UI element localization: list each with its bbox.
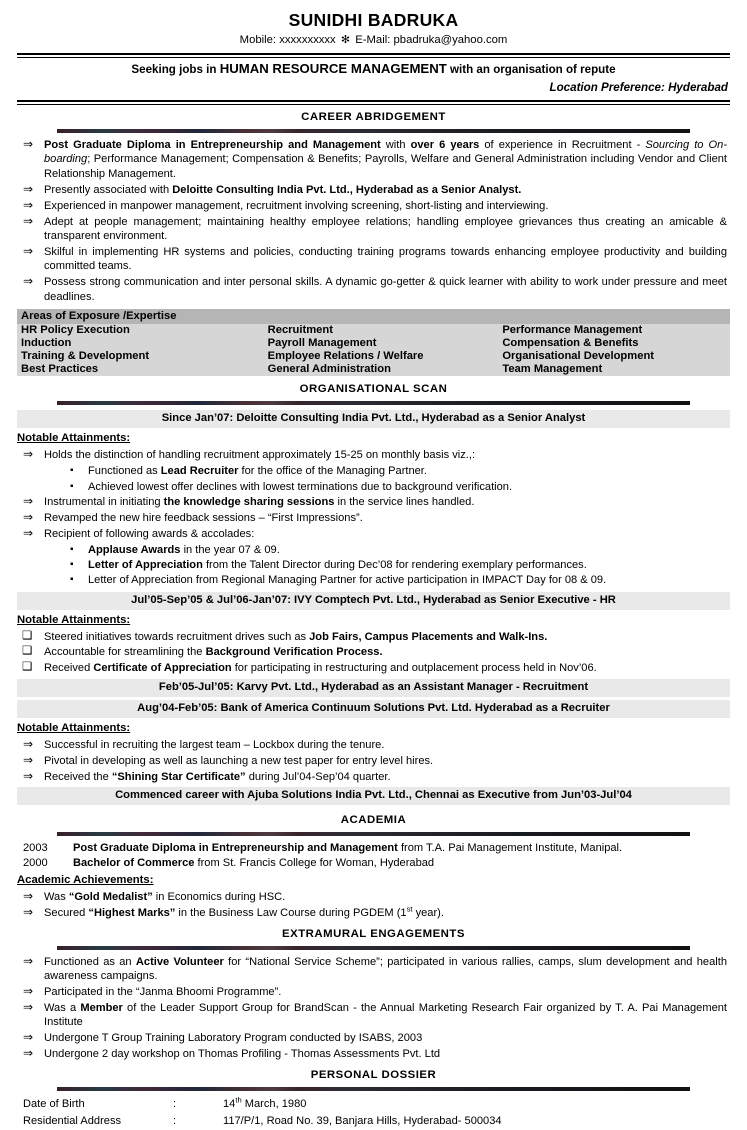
- plain-text: in the Business Law Course during PGDEM (1: [175, 906, 407, 919]
- list-item: [17, 183, 730, 197]
- plain-text: Letter of Appreciation from Regional Managing Partner for active participation in IMPACT Day for 08 & 09.: [88, 574, 607, 587]
- dossier-key: Date of Birth: [23, 1098, 85, 1111]
- plain-text: Accountable for streamlining the: [44, 646, 206, 659]
- list-item: [17, 245, 730, 274]
- plain-text: from T.A. Pai Management Institute, Manipal.: [397, 842, 623, 855]
- bold-text: “Shining Star Certificate”: [111, 770, 246, 783]
- table-row: [17, 324, 730, 337]
- bold-text: over 6 years: [410, 139, 480, 151]
- plain-text: with: [380, 139, 411, 151]
- plain-text: Adept at people management; maintaining healthy employee relations; handling employee grievances thus creating an amicable & transparent environment.: [44, 215, 727, 242]
- areas-heading: Areas of Exposure /Expertise: [17, 309, 730, 325]
- bold-text: Background Verification Process.: [205, 646, 383, 659]
- list-item: [17, 906, 730, 920]
- areas-cell: Compensation & Benefits: [492, 337, 730, 350]
- arrow-bullet-icon: ⇒: [23, 213, 34, 228]
- section-title-extramural: EXTRAMURAL ENGAGEMENTS: [282, 927, 465, 940]
- section-divider-academia: [57, 832, 690, 836]
- bold-text: Post Graduate Diploma in Entrepreneurship and Management: [44, 139, 381, 151]
- sub-list-item: [17, 543, 730, 558]
- sub-bullet-list: [17, 543, 730, 589]
- bold-text: Certificate of Appreciation: [93, 662, 232, 675]
- plain-text: Functioned as: [88, 465, 161, 478]
- extramural-bullet-list: [17, 955, 730, 1062]
- plain-text: March, 1980: [241, 1098, 307, 1111]
- sub-bullet-list: [17, 464, 730, 495]
- dossier-key: Residential Address: [23, 1115, 122, 1128]
- academic-achievements-label: Academic Achievements:: [17, 874, 154, 887]
- plain-text: ; Performance Management; Compensation & Benefits; Payrolls, Welfare and General Administration including Vendor and Client Relationship Management.: [44, 153, 727, 180]
- notable-attainments-label: Notable Attainments:: [17, 721, 131, 734]
- list-item: [17, 985, 730, 999]
- plain-text: Experienced in manpower management, recruitment involving screening, short-listing and interviewing.: [44, 199, 549, 212]
- plain-text: Undergone T Group Training Laboratory Program conducted by ISABS, 2003: [44, 1032, 423, 1045]
- academia-entry: [17, 841, 730, 856]
- bold-text: Bachelor of Commerce: [73, 856, 195, 869]
- list-item: [17, 495, 730, 509]
- academia-entries: [17, 841, 730, 870]
- list-item: [17, 199, 730, 213]
- plain-text: Recipient of following awards & accolades:: [44, 527, 255, 540]
- list-item: [17, 138, 730, 181]
- plain-text: Undergone 2 day workshop on Thomas Profiling - Thomas Assessments Pvt. Ltd: [44, 1048, 441, 1061]
- areas-cell: General Administration: [255, 363, 493, 376]
- plain-text: of the Leader Support Group for BrandScan - the Annual Marketing Research Fair organized by T. A. Pai Management Institute: [44, 1002, 727, 1029]
- italic-text: Sourcing to On-boarding: [44, 139, 728, 166]
- academic-achievements-list: [17, 890, 730, 920]
- arrow-bullet-icon: ⇒: [23, 274, 34, 289]
- objective-prefix: Seeking jobs in: [131, 63, 220, 76]
- arrow-bullet-icon: ⇒: [23, 1046, 34, 1061]
- sub-list-item: [17, 480, 730, 495]
- areas-header-row: [17, 309, 730, 325]
- plain-text: for the office of the Managing Partner.: [238, 465, 427, 478]
- plain-text: Achieved lowest offer declines with lowest terminations due to background verification.: [88, 480, 513, 493]
- list-item: [17, 890, 730, 904]
- dossier-separator: :: [173, 1115, 177, 1128]
- plain-text: Was: [44, 891, 69, 904]
- section-title-career: CAREER ABRIDGEMENT: [301, 111, 446, 123]
- list-item: [17, 1001, 730, 1030]
- dossier-separator: :: [173, 1098, 177, 1111]
- arrow-bullet-icon: ⇒: [23, 953, 34, 968]
- list-item: [17, 754, 730, 768]
- list-item: [17, 630, 730, 644]
- plain-text: Participated in the “Janma Bhoomi Programme”.: [44, 986, 282, 999]
- candidate-name: SUNIDHI BADRUKA: [288, 10, 459, 30]
- dossier-value: [222, 1096, 503, 1113]
- objective-emphasis: HUMAN RESOURCE MANAGEMENT: [219, 61, 447, 76]
- asterisk-icon: ✻: [340, 34, 351, 46]
- plain-text: in the year 07 & 09.: [180, 543, 280, 556]
- dossier-row: [17, 1113, 503, 1130]
- superscript-text: st: [406, 904, 413, 914]
- plain-text: 117/P/1, Road No. 39, Banjara Hills, Hyderabad- 500034: [223, 1115, 502, 1128]
- academia-entry: [17, 856, 730, 871]
- arrow-bullet-icon: ⇒: [23, 509, 34, 524]
- bold-text: Applause Awards: [88, 543, 181, 556]
- arrow-bullet-icon: ⇒: [23, 1030, 34, 1045]
- location-preference: Location Preference: Hyderabad: [549, 81, 728, 94]
- square-sub-bullet-icon: ▪: [70, 558, 74, 570]
- superscript-text: th: [235, 1095, 242, 1105]
- company-header-bar: Jul’05-Sep’05 & Jul’06-Jan’07: IVY Comptech Pvt. Ltd., Hyderabad as Senior Executive - HR: [17, 592, 730, 610]
- sub-list-item: [17, 573, 730, 588]
- square-sub-bullet-icon: ▪: [70, 574, 74, 586]
- arrow-bullet-icon: ⇒: [23, 181, 34, 196]
- list-item: [17, 511, 730, 525]
- plain-text: year).: [412, 906, 444, 919]
- plain-text: for participating in restructuring and outplacement process held in Nov’06.: [231, 662, 597, 675]
- plain-text: Pivotal in developing as well as launching a new test paper for entry level hires.: [44, 754, 434, 767]
- plain-text: Revamped the new hire feedback sessions – “First Impressions”.: [44, 511, 363, 524]
- section-divider-organisational: [57, 401, 690, 405]
- plain-text: Was a: [44, 1002, 81, 1015]
- list-item: [17, 645, 730, 659]
- plain-text: of experience in Recruitment -: [479, 139, 646, 151]
- list-item: [17, 738, 730, 752]
- plain-text: Holds the distinction of handling recruitment approximately 15-25 on monthly basis viz.,:: [44, 449, 476, 462]
- bold-text: “Highest Marks”: [88, 906, 176, 919]
- dossier-value: [222, 1113, 503, 1130]
- academia-year: 2003: [23, 842, 48, 855]
- job-bullet-list: [17, 448, 730, 588]
- square-sub-bullet-icon: ▪: [70, 543, 74, 555]
- plain-text: in Economics during HSC.: [152, 891, 286, 904]
- mobile-label: Mobile:: [239, 34, 277, 46]
- areas-cell: HR Policy Execution: [17, 324, 255, 337]
- plain-text: Received the: [44, 770, 112, 783]
- areas-cell: Organisational Development: [492, 350, 730, 363]
- areas-cell: Performance Management: [492, 324, 730, 337]
- section-divider-extramural: [57, 946, 690, 950]
- personal-dossier-table: [17, 1096, 503, 1130]
- plain-text: during Jul’04-Sep’04 quarter.: [245, 770, 391, 783]
- bold-text: “Gold Medalist”: [68, 891, 153, 904]
- square-bullet-icon: ❑: [22, 645, 33, 658]
- list-item: [17, 1031, 730, 1045]
- plain-text: for “National Service Scheme”; participated in various rallies, camps, slum development and health awareness campaigns.: [44, 955, 727, 983]
- plain-text: Received: [44, 662, 94, 675]
- sub-list-item: [17, 464, 730, 479]
- plain-text: Steered initiatives towards recruitment drives such as: [44, 630, 310, 643]
- areas-cell: Employee Relations / Welfare: [255, 350, 493, 363]
- job-bullet-list: [17, 738, 730, 784]
- arrow-bullet-icon: ⇒: [23, 243, 34, 258]
- section-title-dossier: PERSONAL DOSSIER: [310, 1069, 437, 1082]
- plain-text: Successful in recruiting the largest team – Lockbox during the tenure.: [44, 738, 385, 751]
- mobile-value: xxxxxxxxxx: [279, 34, 336, 46]
- bold-text: Letter of Appreciation: [88, 558, 203, 571]
- plain-text: Possess strong communication and inter personal skills. A dynamic go-getter & quick learner with ability to work under pressure and meet deadlines.: [44, 276, 727, 303]
- bold-text: Lead Recruiter: [160, 465, 239, 478]
- contact-line: [17, 32, 730, 48]
- academia-year: 2000: [23, 856, 48, 869]
- bold-text: Deloitte Consulting India Pvt. Ltd., Hyderabad as a Senior Analyst.: [172, 183, 522, 196]
- plain-text: Secured: [44, 906, 89, 919]
- arrow-bullet-icon: ⇒: [23, 752, 34, 767]
- plain-text: 14: [223, 1098, 236, 1111]
- table-row: [17, 363, 730, 376]
- company-header-bar: Since Jan’07: Deloitte Consulting India Pvt. Ltd., Hyderabad as a Senior Analyst: [17, 410, 730, 428]
- list-item: [17, 275, 730, 304]
- bold-text: Job Fairs, Campus Placements and Walk-Ins.: [309, 630, 548, 643]
- table-row: [17, 350, 730, 363]
- areas-cell: Training & Development: [17, 350, 255, 363]
- bold-text: Post Graduate Diploma in Entrepreneurship and Management: [73, 842, 398, 855]
- arrow-bullet-icon: ⇒: [23, 525, 34, 540]
- list-item: [17, 527, 730, 541]
- square-bullet-icon: ❑: [22, 661, 33, 674]
- section-title-academia: ACADEMIA: [340, 814, 407, 827]
- arrow-bullet-icon: ⇒: [23, 447, 34, 462]
- dossier-row: [17, 1096, 503, 1113]
- company-header-bar: Commenced career with Ajuba Solutions India Pvt. Ltd., Chennai as Executive from Jun’03-Jul’04: [17, 787, 730, 805]
- section-divider-dossier: [57, 1087, 690, 1091]
- plain-text: Functioned as an: [44, 955, 136, 968]
- square-bullet-icon: ❑: [22, 629, 33, 642]
- arrow-bullet-icon: ⇒: [23, 904, 34, 919]
- organisational-jobs: [17, 410, 730, 805]
- areas-cell: Team Management: [492, 363, 730, 376]
- section-divider-career: [57, 129, 690, 133]
- arrow-bullet-icon: ⇒: [23, 889, 34, 904]
- arrow-bullet-icon: ⇒: [23, 984, 34, 999]
- areas-of-exposure-table: [17, 309, 730, 377]
- list-item: [17, 661, 730, 675]
- areas-cell: Recruitment: [255, 324, 493, 337]
- plain-text: Presently associated with: [44, 183, 173, 196]
- arrow-bullet-icon: ⇒: [23, 1000, 34, 1015]
- table-row: [17, 337, 730, 350]
- sub-list-item: [17, 558, 730, 573]
- square-sub-bullet-icon: ▪: [70, 465, 74, 477]
- company-header-bar: Feb’05-Jul’05: Karvy Pvt. Ltd., Hyderabad as an Assistant Manager - Recruitment: [17, 679, 730, 697]
- bold-text: the knowledge sharing sessions: [163, 495, 335, 508]
- email-value[interactable]: pbadruka@yahoo.com: [393, 34, 508, 46]
- list-item: [17, 1047, 730, 1061]
- areas-cell: Induction: [17, 337, 255, 350]
- objective-line: [17, 58, 730, 78]
- company-header-bar: Aug’04-Feb’05: Bank of America Continuum Solutions Pvt. Ltd. Hyderabad as a Recruiter: [17, 700, 730, 718]
- career-bullet-list: [17, 138, 730, 304]
- objective-suffix: with an organisation of repute: [446, 63, 616, 76]
- list-item: [17, 955, 730, 984]
- list-item: [17, 770, 730, 784]
- list-item: [17, 215, 730, 244]
- areas-cell: Payroll Management: [255, 337, 493, 350]
- areas-cell: Best Practices: [17, 363, 255, 376]
- bold-text: Active Volunteer: [135, 955, 224, 968]
- plain-text: Instrumental in initiating: [44, 495, 164, 508]
- email-label: E-Mail:: [355, 34, 391, 46]
- plain-text: from St. Francis College for Woman, Hyderabad: [194, 856, 435, 869]
- notable-attainments-label: Notable Attainments:: [17, 613, 131, 626]
- job-bullet-list: [17, 630, 730, 676]
- arrow-bullet-icon: ⇒: [23, 493, 34, 508]
- arrow-bullet-icon: ⇒: [23, 736, 34, 751]
- plain-text: in the service lines handled.: [334, 495, 475, 508]
- plain-text: Skilful in implementing HR systems and policies, conducting training programs towards enhancing employee productivity and building committed teams.: [44, 245, 727, 273]
- square-sub-bullet-icon: ▪: [70, 480, 74, 492]
- plain-text: from the Talent Director during Dec’08 for rendering exemplary performances.: [202, 558, 587, 571]
- arrow-bullet-icon: ⇒: [23, 197, 34, 212]
- list-item: [17, 448, 730, 462]
- notable-attainments-label: Notable Attainments:: [17, 432, 131, 445]
- bold-text: Member: [80, 1002, 123, 1015]
- arrow-bullet-icon: ⇒: [23, 768, 34, 783]
- arrow-bullet-icon: ⇒: [23, 137, 34, 151]
- section-title-organisational: ORGANISATIONAL SCAN: [299, 383, 448, 396]
